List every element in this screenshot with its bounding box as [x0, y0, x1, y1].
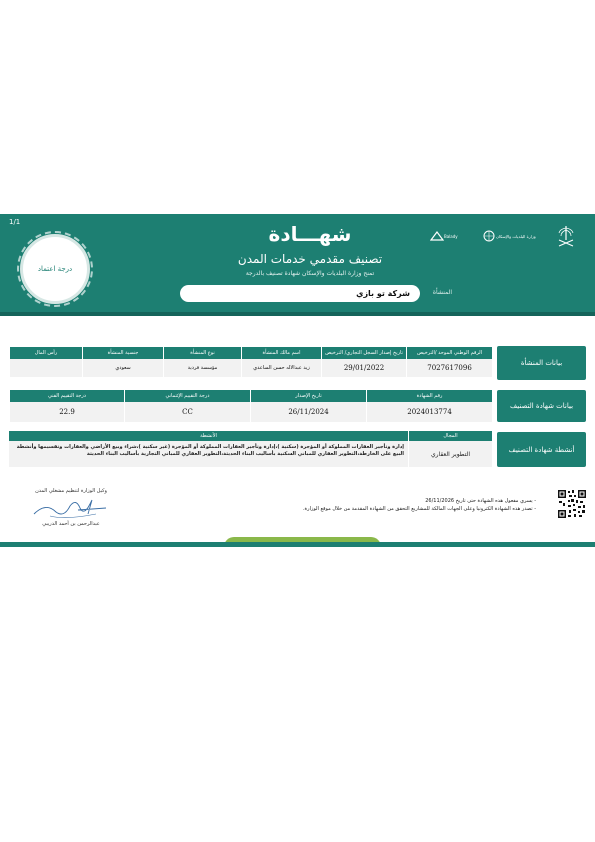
certificate-notes — [270, 497, 536, 513]
header-divider — [0, 312, 595, 316]
establishment-cell — [9, 347, 82, 377]
activities-section-title: أنشطة شهادة التصنيف — [497, 432, 586, 467]
accreditation-badge — [20, 234, 90, 304]
badge-label: درجة اعتماد — [37, 265, 73, 273]
activity-list-value: إدارة وتأجير العقارات المملوكة أو المؤجرة (سكنية )،إدارة وتأجير العقارات المملوكة أو المؤجرة (غير سكنية )،شراء وبيع الأراضي والعقارات وتقسيمها وأنشطة البيع على الخارطة،التطوير العقاري للمباني السكنية بأساليب البناء الحديثة،التطوير العقاري للمباني التجارية بأساليب البناء الحديثة — [9, 441, 408, 467]
classification-header-cell: تاريخ الإصدار — [251, 390, 366, 402]
balady-mark-icon — [430, 229, 444, 243]
establishment-header-cell: نوع المنشأة — [164, 347, 241, 359]
ministry-logo — [482, 222, 552, 250]
establishment-header-cell: تاريخ إصدار السجل التجاري/ الترخيص — [322, 347, 406, 359]
classification-cell — [9, 390, 124, 422]
signature-icon — [26, 494, 116, 522]
note-validity: - يسري مفعول هذه الشهادة حتى تاريخ 26/11/2026 — [425, 498, 536, 504]
certificate-subtitle: تصنيف مقدمي خدمات المدن — [237, 252, 383, 266]
classification-table — [9, 390, 492, 422]
establishment-cell — [163, 347, 241, 377]
certificate-title: شهـــادة — [268, 222, 352, 246]
establishment-value-cell: 7027617096 — [407, 359, 492, 377]
establishment-value-cell: 29/01/2022 — [322, 359, 406, 377]
classification-section-title: بيانات شهادة التصنيف — [497, 390, 586, 422]
qr-code-icon — [557, 489, 587, 519]
logos — [430, 222, 580, 250]
establishment-header-cell: جنسية المنشأة — [83, 347, 163, 359]
establishment-cell — [241, 347, 321, 377]
establishment-header-cell: رأس المال — [10, 347, 82, 359]
establishment-cell — [406, 347, 492, 377]
note-verification: - تصدر هذه الشهادة الكترونيا وعلى الجهات المالكة للمشاريع التحقق من الشهادة المقدمة من خلال موقع الوزارة. — [302, 506, 536, 512]
establishment-header-cell: اسم مالك المنشأة — [242, 347, 321, 359]
ministry-mark-icon — [482, 229, 496, 243]
classification-header-cell: درجة التقييم الإئتماني — [125, 390, 250, 402]
classification-cell — [124, 390, 250, 422]
classification-value-cell: 26/11/2024 — [251, 402, 366, 422]
certificate-footer — [0, 542, 595, 547]
establishment-table — [9, 347, 492, 377]
certificate-description: تمنح وزارة البلديات والإسكان شهادة تصنيف بالدرجة — [245, 270, 375, 277]
palm-emblem-icon — [556, 224, 576, 248]
establishment-value-cell — [10, 359, 82, 377]
signatory-title: وكيل الوزارة لتنظيم مشغلي المدن — [35, 488, 107, 494]
signatory-name: عبدالرحمن بن أحمد الدريبي — [42, 521, 100, 527]
establishment-header-cell: الرقم الوطني الموحد /الترخيص — [407, 347, 492, 359]
activity-field-header: المجال — [409, 431, 492, 441]
classification-value-cell: 2024013774 — [367, 402, 492, 422]
establishment-value-cell: مؤسسة فردية — [164, 359, 241, 377]
establishment-name: شركة تو بازي — [356, 289, 410, 298]
establishment-value-cell: زيد عبدالاله حسن الساعدي — [242, 359, 321, 377]
establishment-value-cell: سعودي — [83, 359, 163, 377]
classification-value-cell: CC — [125, 402, 250, 422]
establishment-label: المنشأة — [432, 289, 452, 296]
activity-field-value: التطوير العقاري — [409, 441, 492, 467]
classification-value-cell: 22.9 — [10, 402, 124, 422]
saudi-emblem — [554, 222, 578, 250]
balady-logo-text: Balady — [444, 233, 458, 239]
ministry-logo-text: وزارة البلديات والإسكان — [496, 233, 536, 239]
establishment-name-box — [180, 285, 420, 302]
classification-header-cell: رقم الشهادة — [367, 390, 492, 402]
page-number: 1/1 — [9, 218, 21, 226]
establishment-section-title: بيانات المنشأة — [497, 346, 586, 380]
classification-header-cell: درجة التقييم الفني — [10, 390, 124, 402]
classification-cell — [366, 390, 492, 422]
establishment-cell — [321, 347, 406, 377]
classification-cell — [250, 390, 366, 422]
balady-logo — [430, 222, 480, 250]
establishment-cell — [82, 347, 163, 377]
activity-list-header: الأنشطة — [9, 431, 408, 441]
